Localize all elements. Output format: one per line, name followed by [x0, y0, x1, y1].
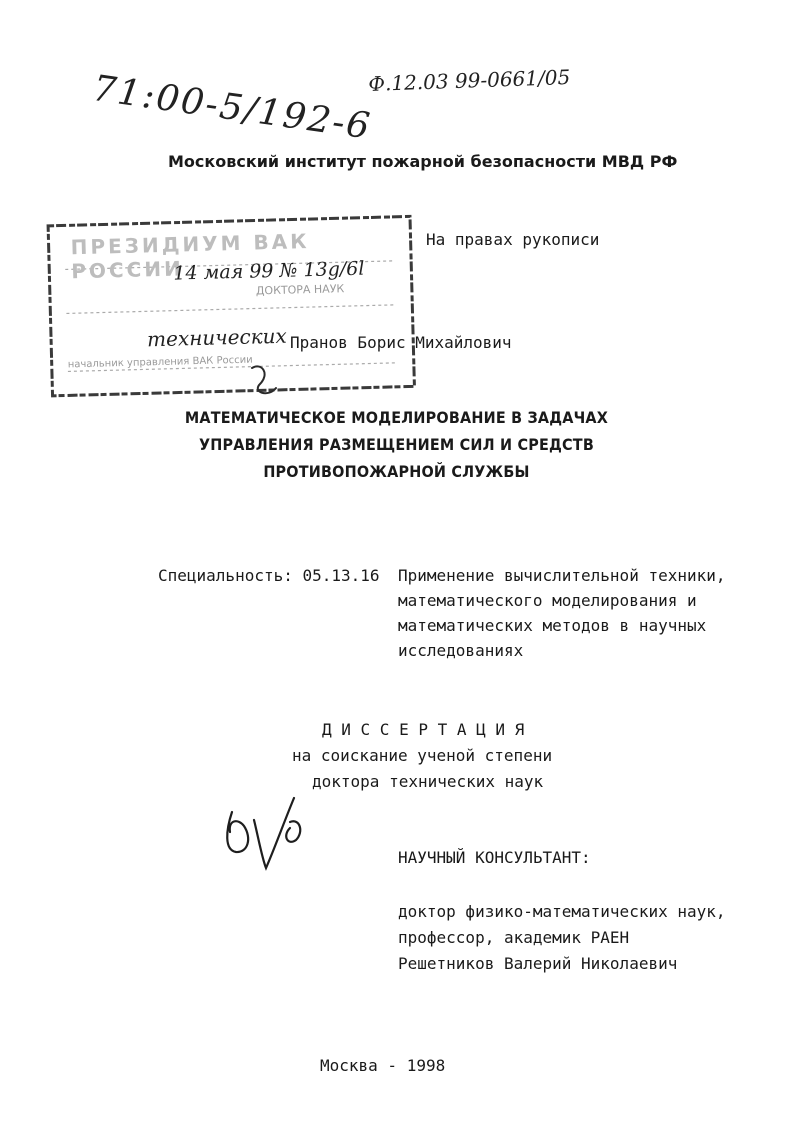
vak-stamp [44, 212, 419, 400]
specialty-label: Специальность: 05.13.16 [158, 566, 380, 585]
city-year: Москва - 1998 [320, 1056, 446, 1075]
handwritten-archive-code: 71:00-5/192-6 [90, 68, 375, 148]
specialty-line-3: математических методов в научных [398, 616, 707, 635]
thesis-title-line-2: УПРАВЛЕНИЯ РАЗМЕЩЕНИЕМ СИЛ И СРЕДСТВ [199, 435, 594, 454]
stamp-handwritten-degree: технических [146, 323, 288, 352]
dissertation-science-line: доктора технических наук [312, 772, 544, 791]
consultant-name: Решетников Валерий Николаевич [398, 954, 678, 973]
thesis-title-line-3: ПРОТИВОПОЖАРНОЙ СЛУЖБЫ [263, 462, 530, 481]
handwritten-registry-number: Ф.12.03 99-0661/05 [368, 64, 571, 96]
institute-name: Московский институт пожарной безопасности МВД РФ [168, 152, 678, 171]
author-name: Пранов Борис Михайлович [290, 333, 512, 352]
consultant-label: НАУЧНЫЙ КОНСУЛЬТАНТ: [398, 848, 591, 867]
consultant-degree: доктор физико-математических наук, [398, 902, 726, 921]
stamp-footer-text: начальник управления ВАК России [67, 354, 253, 371]
stamp-subtext: ДОКТОРА НАУК [255, 282, 345, 298]
specialty-line-2: математического моделирования и [398, 591, 697, 610]
consultant-titles: профессор, академик РАЕН [398, 928, 630, 947]
specialty-line-1: Применение вычислительной техники, [398, 566, 726, 585]
stamp-handwritten-date: 14 мая 99 № 13g/6l [173, 257, 365, 285]
dissertation-heading: Д И С С Е Р Т А Ц И Я [322, 720, 525, 739]
stamp-header: ПРЕЗИДИУМ ВАК РОССИИ [70, 229, 310, 284]
dissertation-degree-line: на соискание ученой степени [292, 746, 553, 765]
specialty-line-4: исследованиях [398, 641, 524, 660]
manuscript-rights-note: На правах рукописи [426, 230, 600, 249]
thesis-title-line-1: МАТЕМАТИЧЕСКОЕ МОДЕЛИРОВАНИЕ В ЗАДАЧАХ [184, 408, 609, 427]
